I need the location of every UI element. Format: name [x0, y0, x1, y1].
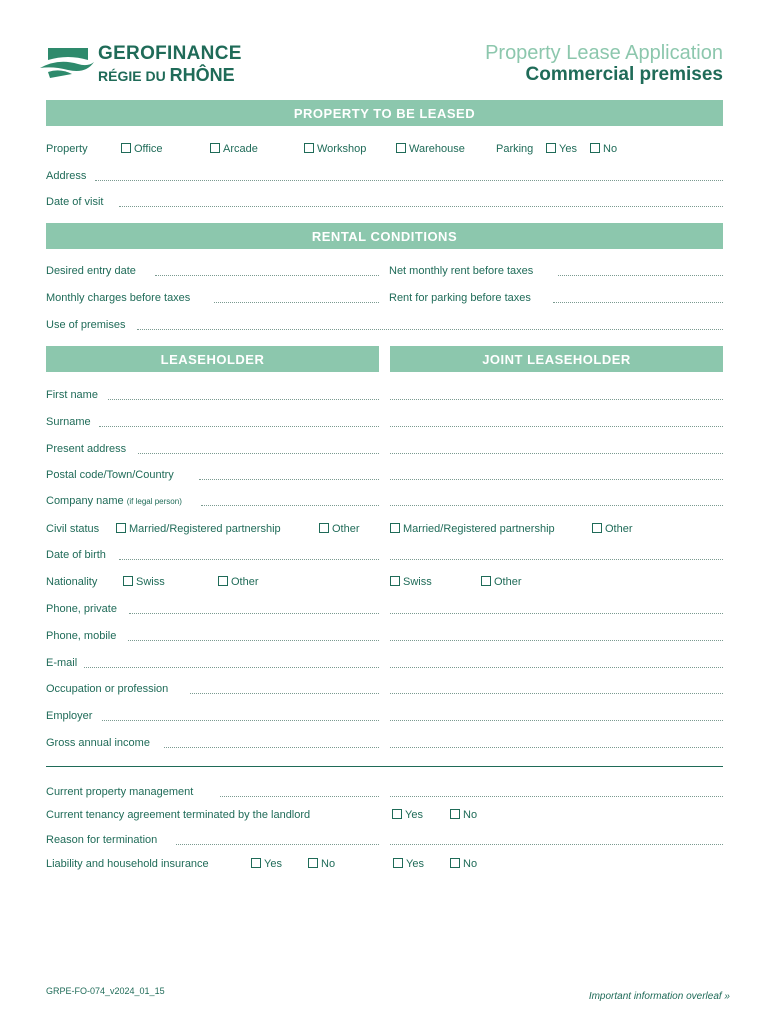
email-field[interactable]	[84, 667, 379, 668]
joint-insurance-no-checkbox[interactable]: No	[450, 858, 477, 870]
income-label: Gross annual income	[46, 737, 150, 749]
occupation-field[interactable]	[190, 693, 379, 694]
office-checkbox[interactable]: Office	[121, 143, 163, 155]
brand-subname-b: RHÔNE	[169, 65, 235, 85]
parking-label: Parking	[496, 143, 534, 155]
section-heading-leaseholder: LEASEHOLDER	[46, 346, 379, 372]
page-subtitle: Commercial premises	[525, 64, 723, 85]
postal-label: Postal code/Town/Country	[46, 469, 174, 481]
surname-label: Surname	[46, 416, 91, 428]
dob-field[interactable]	[119, 559, 379, 560]
visit-field[interactable]	[119, 206, 723, 207]
first-name-label: First name	[46, 389, 98, 401]
joint-company-field[interactable]	[390, 505, 723, 506]
overleaf-note: Important information overleaf »	[588, 991, 730, 1002]
phone-mobile-field[interactable]	[128, 640, 379, 641]
joint-occupation-field[interactable]	[390, 693, 723, 694]
section-heading-joint: JOINT LEASEHOLDER	[390, 346, 723, 372]
joint-employer-field[interactable]	[390, 720, 723, 721]
company-field[interactable]	[201, 505, 379, 506]
address-field[interactable]	[95, 180, 723, 181]
rent-label: Net monthly rent before taxes	[389, 265, 534, 277]
brand-name: GEROFINANCE	[98, 43, 242, 64]
management-field[interactable]	[220, 796, 379, 797]
workshop-checkbox[interactable]: Workshop	[304, 143, 366, 155]
swiss-checkbox[interactable]: Swiss	[123, 576, 165, 588]
joint-postal-field[interactable]	[390, 479, 723, 480]
present-address-label: Present address	[46, 443, 127, 455]
postal-field[interactable]	[199, 479, 379, 480]
joint-married-checkbox[interactable]: Married/Registered partnership	[390, 523, 555, 535]
joint-dob-field[interactable]	[390, 559, 723, 560]
email-label: E-mail	[46, 657, 78, 669]
joint-surname-field[interactable]	[390, 426, 723, 427]
phone-private-field[interactable]	[129, 613, 379, 614]
joint-nationality-other-checkbox[interactable]: Other	[481, 576, 522, 588]
income-field[interactable]	[164, 747, 379, 748]
entry-date-label: Desired entry date	[46, 265, 136, 277]
arcade-checkbox[interactable]: Arcade	[210, 143, 258, 155]
present-address-field[interactable]	[138, 453, 379, 454]
form-code: GRPE-FO-074_v2024_01_15	[46, 986, 165, 996]
visit-label: Date of visit	[46, 196, 104, 208]
section-heading-rental: RENTAL CONDITIONS	[46, 223, 723, 249]
brand-subname-a: RÉGIE DU	[98, 68, 166, 84]
joint-present-address-field[interactable]	[390, 453, 723, 454]
brand-subname	[98, 65, 235, 86]
parking-rent-field[interactable]	[553, 302, 723, 303]
use-label: Use of premises	[46, 319, 126, 331]
joint-reason-field[interactable]	[390, 844, 723, 845]
section-heading-property: PROPERTY TO BE LEASED	[46, 100, 723, 126]
civil-status-label: Civil status	[46, 523, 100, 535]
warehouse-checkbox[interactable]: Warehouse	[396, 143, 465, 155]
management-label: Current property management	[46, 786, 194, 798]
joint-first-name-field[interactable]	[390, 399, 723, 400]
joint-swiss-checkbox[interactable]: Swiss	[390, 576, 432, 588]
nationality-other-checkbox[interactable]: Other	[218, 576, 259, 588]
employer-label: Employer	[46, 710, 93, 722]
insurance-yes-checkbox[interactable]: Yes	[251, 858, 282, 870]
civil-other-checkbox[interactable]: Other	[319, 523, 360, 535]
first-name-field[interactable]	[108, 399, 379, 400]
charges-label: Monthly charges before taxes	[46, 292, 191, 304]
insurance-no-checkbox[interactable]: No	[308, 858, 335, 870]
page-title: Property Lease Application	[485, 42, 723, 64]
occupation-label: Occupation or profession	[46, 683, 169, 695]
rent-field[interactable]	[558, 275, 723, 276]
parking-rent-label: Rent for parking before taxes	[389, 292, 531, 304]
company-label: Company name (if legal person)	[46, 495, 182, 507]
property-label: Property	[46, 143, 88, 155]
joint-phone-mobile-field[interactable]	[390, 640, 723, 641]
address-label: Address	[46, 170, 87, 182]
joint-income-field[interactable]	[390, 747, 723, 748]
parking-yes-checkbox[interactable]: Yes	[546, 143, 577, 155]
section-divider	[46, 766, 723, 767]
reason-label: Reason for termination	[46, 834, 158, 846]
dob-label: Date of birth	[46, 549, 106, 561]
phone-mobile-label: Phone, mobile	[46, 630, 117, 642]
reason-field[interactable]	[176, 844, 379, 845]
surname-field[interactable]	[99, 426, 379, 427]
parking-no-checkbox[interactable]: No	[590, 143, 617, 155]
logo-icon	[38, 46, 96, 80]
employer-field[interactable]	[102, 720, 379, 721]
nationality-label: Nationality	[46, 576, 98, 588]
terminated-label: Current tenancy agreement terminated by the landlord	[46, 809, 311, 821]
joint-insurance-yes-checkbox[interactable]: Yes	[393, 858, 424, 870]
charges-field[interactable]	[214, 302, 379, 303]
phone-private-label: Phone, private	[46, 603, 117, 615]
use-field[interactable]	[137, 329, 723, 330]
terminated-yes-checkbox[interactable]: Yes	[392, 809, 423, 821]
married-checkbox[interactable]: Married/Registered partnership	[116, 523, 281, 535]
insurance-label: Liability and household insurance	[46, 858, 209, 870]
joint-email-field[interactable]	[390, 667, 723, 668]
joint-phone-private-field[interactable]	[390, 613, 723, 614]
joint-civil-other-checkbox[interactable]: Other	[592, 523, 633, 535]
terminated-no-checkbox[interactable]: No	[450, 809, 477, 821]
entry-date-field[interactable]	[155, 275, 379, 276]
joint-management-field[interactable]	[390, 796, 723, 797]
